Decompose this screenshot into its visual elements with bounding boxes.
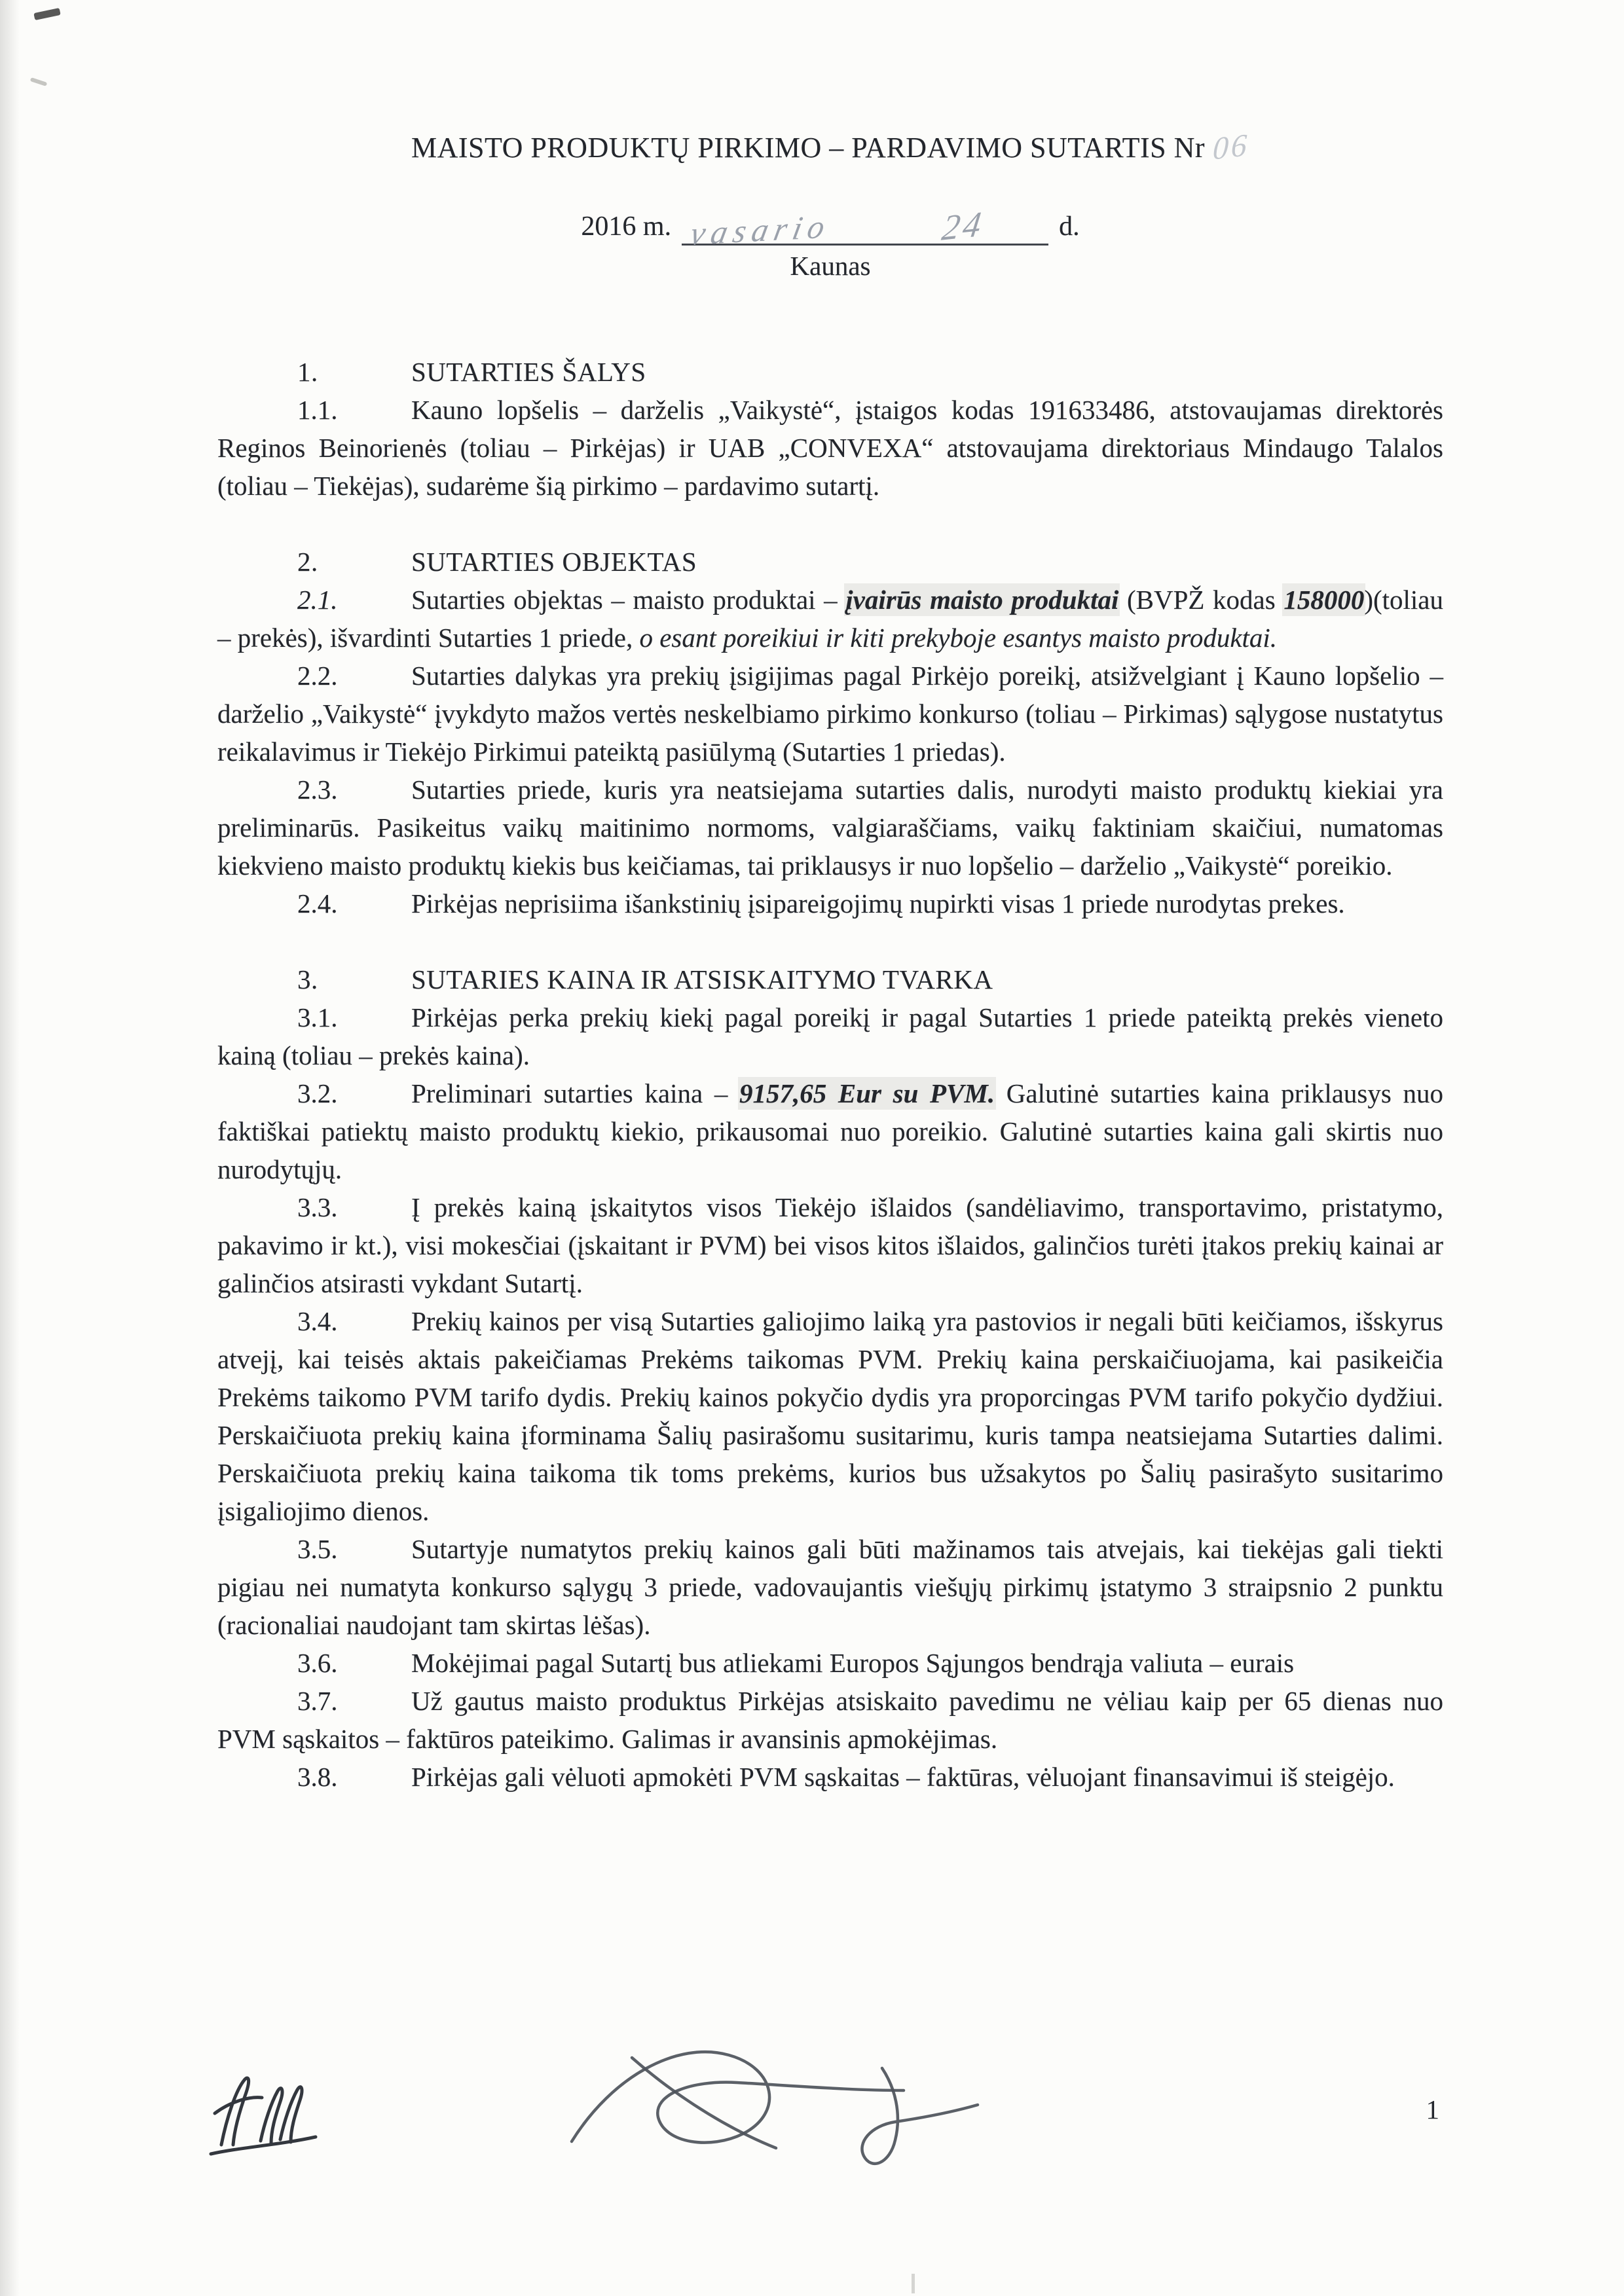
date-day-handwritten: 24	[939, 204, 987, 248]
clause-3-5-text: Sutartyje numatytos prekių kainos gali būti mažinamos tais atvejais, kai tiekėjas gali tiekti pigiau nei numatyta konkurso sąlygų 3 priede, vadovaujantis viešųjų pirkimų įstatymo 3 straipsnio 2 punktu (racionaliai naudojant tam skirtas lėšas).	[217, 1534, 1443, 1640]
clause-3-8	[217, 1758, 1443, 1796]
page-number: 1	[1426, 2094, 1439, 2124]
clause-2-1	[217, 581, 1443, 657]
clause-1-1-number: 1.1.	[297, 395, 338, 425]
clause-3-7-number: 3.7.	[297, 1686, 338, 1716]
clause-2-1-seg1: Sutarties objektas – maisto produktai –	[411, 585, 846, 615]
section-2-number: 2.	[297, 547, 318, 577]
clause-3-1-number: 3.1.	[297, 1002, 338, 1032]
clause-3-6	[217, 1644, 1443, 1682]
clause-3-8-number: 3.8.	[297, 1762, 338, 1792]
signature-center-handwritten	[553, 2026, 1012, 2190]
clause-2-1-seg6: o esant poreikiui ir kiti prekyboje esantys maisto produktai.	[639, 623, 1278, 653]
section-1-heading	[217, 353, 1443, 391]
section-2-title: SUTARTIES OBJEKTAS	[411, 547, 697, 577]
clause-3-7-text: Už gautus maisto produktus Pirkėjas atsiskaito pavedimu ne vėliau kaip per 65 dienas nuo PVM sąskaitos – faktūros pateikimo. Galimas ir avansinis apmokėjimas.	[217, 1686, 1443, 1754]
clause-3-2-seg3: Galutinė sutarties kaina priklausys nuo faktiškai patiektų maisto produktų kiekio, prikausomai nuo poreikio. Galutinė sutarties kaina gali skirtis nuo nurodytųjų.	[217, 1078, 1443, 1184]
section-2-heading	[217, 543, 1443, 581]
clause-3-4-text: Prekių kainos per visą Sutarties galiojimo laiką yra pastovios ir negali būti keičiamos, išskyrus atvejį, kai teisės aktais pakeičiamas Prekėms taikomas PVM. Prekių kaina perskaičiuojama, kai pasikeičia Prekėms taikomo PVM tarifo dydis. Prekių kainos pokyčio dydis yra proporcingas PVM tarifo pokyčio dydžiui. Perskaičiuota prekių kaina įforminama Šalių pasirašomu susitarimu, kuris tampa neatsiejama Sutarties dalimi. Perskaičiuota prekių kaina taikoma tik toms prekėms, kurios bus užsakytos po Šalių pasirašyto susitarimo įsigaliojimo dienos.	[217, 1306, 1443, 1526]
clause-3-5-number: 3.5.	[297, 1534, 338, 1564]
clause-2-1-seg5: )(toliau – prekės), išvardinti Sutarties 1 priede,	[217, 585, 1443, 653]
clause-2-1-number: 2.1.	[297, 585, 338, 615]
clause-3-1-text: Pirkėjas perka prekių kiekį pagal poreikį ir pagal Sutarties 1 priede pateiktą prekės vieneto kainą (toliau – prekės kaina).	[217, 1002, 1443, 1070]
section-3-title: SUTARIES KAINA IR ATSISKAITYMO TVARKA	[411, 964, 993, 994]
city-name: Kaunas	[790, 251, 871, 281]
clause-3-2	[217, 1074, 1443, 1188]
clause-3-8-text: Pirkėjas gali vėluoti apmokėti PVM sąskaitas – faktūras, vėluojant finansavimui iš steigėjo.	[411, 1762, 1395, 1792]
document-title: MAISTO PRODUKTŲ PIRKIMO – PARDAVIMO SUTARTIS Nr	[411, 132, 1205, 164]
clause-2-2	[217, 657, 1443, 771]
scan-artifact-mark	[33, 8, 60, 20]
section-3-number: 3.	[297, 964, 318, 994]
clause-1-1	[217, 391, 1443, 505]
signature-left-handwritten	[207, 2068, 325, 2172]
clause-3-2-seg2: 9157,65 Eur su PVM.	[739, 1078, 995, 1108]
section-3-heading	[217, 960, 1443, 998]
date-month-handwritten: vasario	[687, 208, 834, 252]
clause-3-6-text: Mokėjimai pagal Sutartį bus atliekami Europos Sąjungos bendrąja valiuta – eurais	[411, 1648, 1295, 1678]
document-title-row	[217, 128, 1443, 167]
clause-3-2-number: 3.2.	[297, 1078, 338, 1108]
scan-artifact-smudge	[30, 77, 48, 86]
clause-2-4-text: Pirkėjas neprisiima išankstinių įsipareigojimų nupirkti visas 1 priede nurodytas prekes.	[411, 888, 1345, 919]
clause-3-5	[217, 1530, 1443, 1644]
clause-3-4	[217, 1302, 1443, 1530]
section-1-title: SUTARTIES ŠALYS	[411, 357, 646, 387]
clause-2-4-number: 2.4.	[297, 888, 338, 919]
clause-3-3-number: 3.3.	[297, 1192, 338, 1222]
date-prefix: 2016 m.	[581, 211, 672, 242]
clause-2-3-text: Sutarties priede, kuris yra neatsiejama sutarties dalis, nurodyti maisto produktų kiekiai yra preliminarūs. Pasikeitus vaikų maitinimo normoms, valgiaraščiams, vaikų faktiniam skaičiui, numatomas kiekvieno maisto produktų kiekis bus keičiamas, tai priklausys ir nuo lopšelio – darželio „Vaikystė“ poreikio.	[217, 774, 1443, 881]
scan-left-edge-shadow	[0, 0, 20, 2296]
clause-1-1-text: Kauno lopšelis – darželis „Vaikystė“, įstaigos kodas 191633486, atstovaujamas direktorės Reginos Beinorienės (toliau – Pirkėjas) ir UAB „CONVEXA“ atstovaujama direktoriaus Mindaugo Talalos (toliau – Tiekėjas), sudarėme šią pirkimo – pardavimo sutartį.	[217, 395, 1443, 501]
clause-3-3	[217, 1188, 1443, 1302]
clause-2-2-number: 2.2.	[297, 661, 338, 691]
contract-number-handwritten: 06	[1211, 127, 1251, 167]
date-blank-underline	[682, 204, 1048, 252]
clause-2-3	[217, 771, 1443, 884]
date-line	[217, 204, 1443, 252]
clause-2-3-number: 2.3.	[297, 774, 338, 805]
clause-3-3-text: Į prekės kainą įskaitytos visos Tiekėjo išlaidos (sandėliavimo, transportavimo, pristatymo, pakavimo ir kt.), visi mokesčiai (įskaitant ir PVM) bei visos kitos išlaidos, galinčios turėti įtakos prekių kainai ar galinčios atsirasti vykdant Sutartį.	[217, 1192, 1443, 1298]
date-suffix: d.	[1059, 211, 1080, 242]
clause-3-7	[217, 1682, 1443, 1758]
document-body	[217, 128, 1443, 1796]
clause-2-2-text: Sutarties dalykas yra prekių įsigijimas pagal Pirkėjo poreikį, atsižvelgiant į Kauno lopšelio – darželio „Vaikystė“ įvykdyto mažos vertės neskelbiamo pirkimo konkurso (toliau – Pirkimas) sąlygose nustatytus reikalavimus ir Tiekėjo Pirkimui pateiktą pasiūlymą (Sutarties 1 priedas).	[217, 661, 1443, 767]
clause-3-4-number: 3.4.	[297, 1306, 338, 1336]
scan-artifact-bottom-line	[912, 2274, 915, 2293]
clause-2-4	[217, 884, 1443, 922]
section-1-number: 1.	[297, 357, 318, 387]
clause-2-1-seg3: (BVPŽ kodas	[1118, 585, 1284, 615]
clause-3-6-number: 3.6.	[297, 1648, 338, 1678]
clause-3-2-seg1: Preliminari sutarties kaina –	[411, 1078, 739, 1108]
clause-2-1-seg2: įvairūs maisto produktai	[845, 585, 1119, 615]
clause-3-1	[217, 998, 1443, 1074]
clause-2-1-seg4: 158000	[1283, 585, 1365, 615]
